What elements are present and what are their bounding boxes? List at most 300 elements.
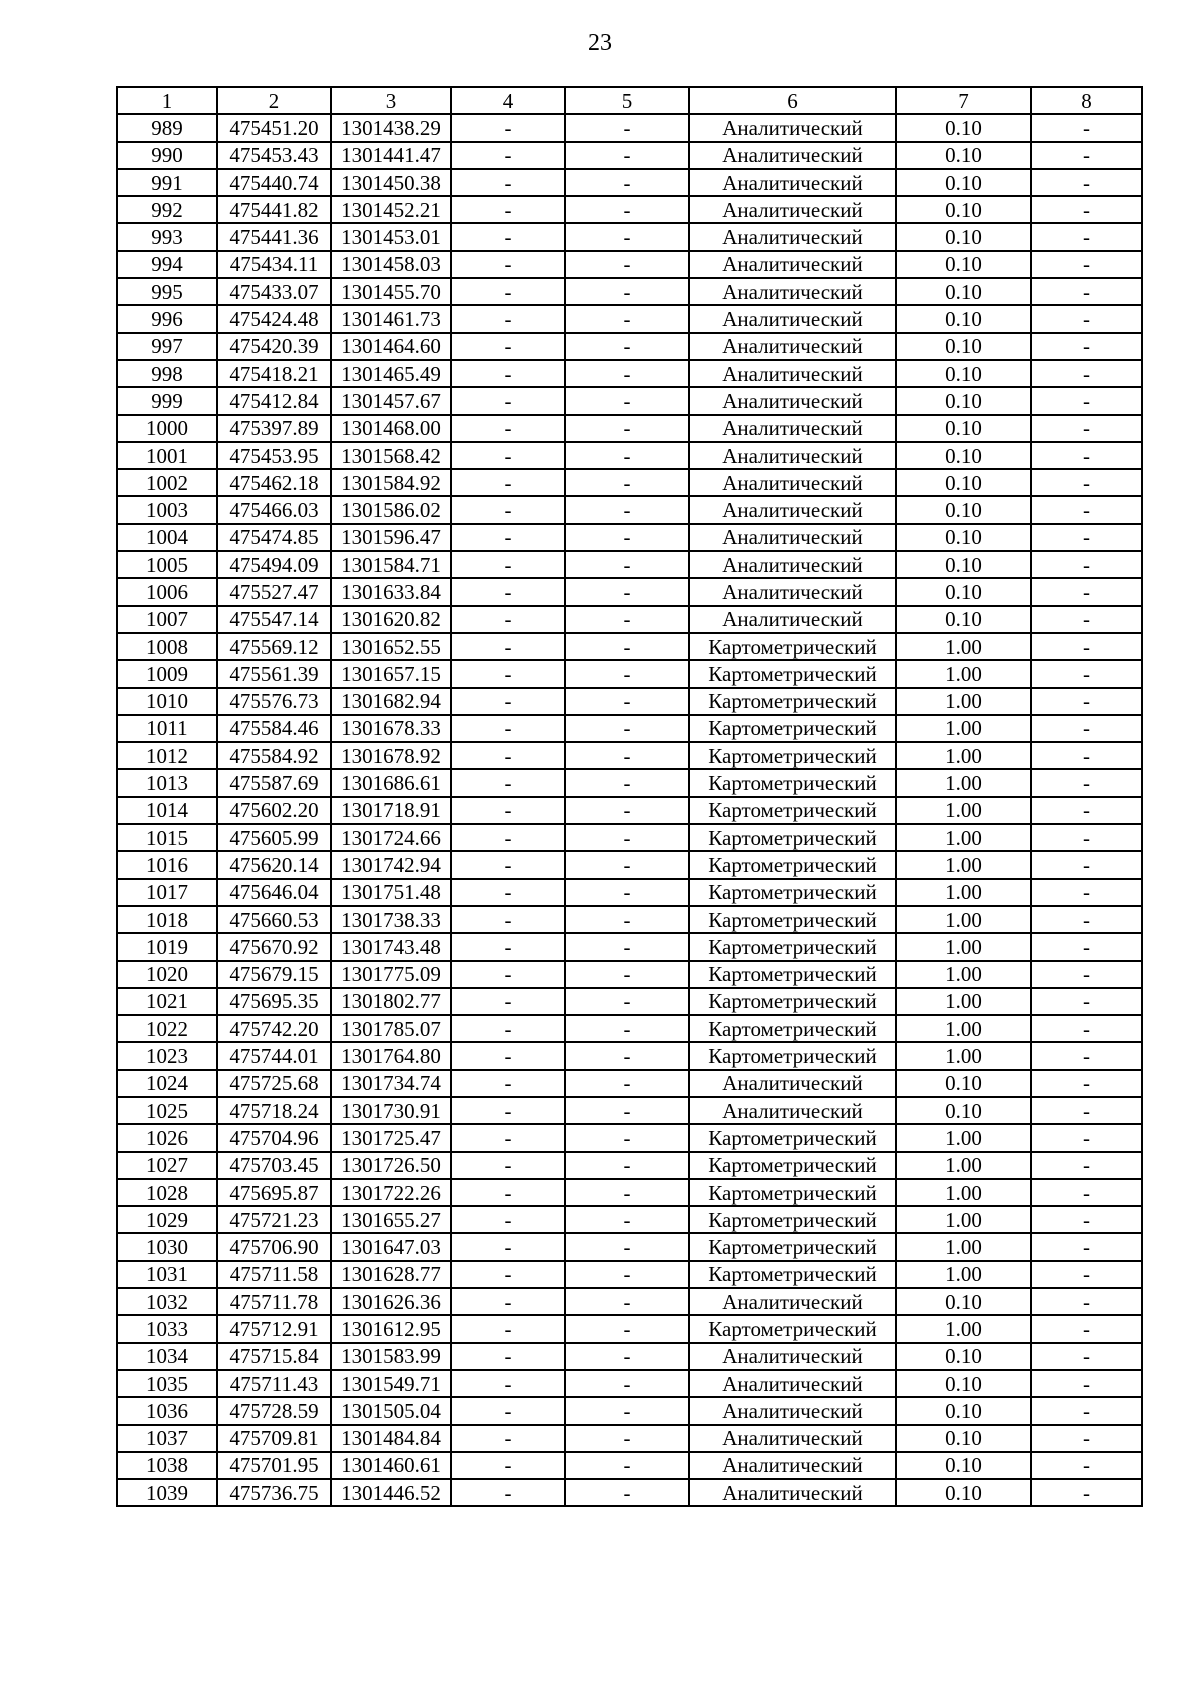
method-cell: Картометрический [689,1206,896,1233]
column-5-cell: - [565,551,689,578]
y-coordinate-cell: 1301751.48 [331,879,451,906]
table-row [117,688,1142,715]
accuracy-cell: 0.10 [896,1343,1031,1370]
y-coordinate-cell: 1301626.36 [331,1288,451,1315]
y-coordinate-cell: 1301484.84 [331,1425,451,1452]
table-row [117,606,1142,633]
accuracy-cell: 0.10 [896,469,1031,496]
x-coordinate-cell: 475709.81 [217,1425,331,1452]
table-row [117,1370,1142,1397]
y-coordinate-cell: 1301775.09 [331,961,451,988]
x-coordinate-cell: 475434.11 [217,251,331,278]
point-number-cell: 1000 [117,415,217,442]
method-cell: Картометрический [689,1315,896,1342]
method-cell: Аналитический [689,169,896,196]
column-8-cell: - [1031,251,1142,278]
method-cell: Аналитический [689,387,896,414]
accuracy-cell: 0.10 [896,1425,1031,1452]
column-header: 5 [565,87,689,114]
column-5-cell: - [565,1042,689,1069]
accuracy-cell: 1.00 [896,1015,1031,1042]
column-5-cell: - [565,1206,689,1233]
method-cell: Аналитический [689,305,896,332]
point-number-cell: 1003 [117,496,217,523]
column-5-cell: - [565,1343,689,1370]
accuracy-cell: 0.10 [896,578,1031,605]
point-number-cell: 1022 [117,1015,217,1042]
point-number-cell: 1027 [117,1152,217,1179]
y-coordinate-cell: 1301549.71 [331,1370,451,1397]
x-coordinate-cell: 475711.58 [217,1261,331,1288]
column-4-cell: - [451,578,565,605]
y-coordinate-cell: 1301738.33 [331,906,451,933]
table-row [117,879,1142,906]
table-row [117,1042,1142,1069]
table-row [117,1479,1142,1506]
accuracy-cell: 0.10 [896,305,1031,332]
point-number-cell: 1025 [117,1097,217,1124]
accuracy-cell: 0.10 [896,1479,1031,1506]
y-coordinate-cell: 1301678.33 [331,715,451,742]
method-cell: Аналитический [689,1097,896,1124]
column-8-cell: - [1031,988,1142,1015]
method-cell: Картометрический [689,797,896,824]
x-coordinate-cell: 475584.46 [217,715,331,742]
table-row [117,1452,1142,1479]
accuracy-cell: 0.10 [896,223,1031,250]
point-number-cell: 1012 [117,742,217,769]
column-5-cell: - [565,633,689,660]
x-coordinate-cell: 475718.24 [217,1097,331,1124]
x-coordinate-cell: 475584.92 [217,742,331,769]
x-coordinate-cell: 475547.14 [217,606,331,633]
accuracy-cell: 1.00 [896,988,1031,1015]
method-cell: Аналитический [689,278,896,305]
table-row [117,1097,1142,1124]
accuracy-cell: 0.10 [896,387,1031,414]
x-coordinate-cell: 475646.04 [217,879,331,906]
table-row [117,742,1142,769]
table-row [117,1179,1142,1206]
method-cell: Картометрический [689,906,896,933]
y-coordinate-cell: 1301461.73 [331,305,451,332]
column-5-cell: - [565,496,689,523]
x-coordinate-cell: 475695.87 [217,1179,331,1206]
point-number-cell: 1009 [117,660,217,687]
y-coordinate-cell: 1301652.55 [331,633,451,660]
column-4-cell: - [451,223,565,250]
accuracy-cell: 0.10 [896,142,1031,169]
accuracy-cell: 0.10 [896,251,1031,278]
point-number-cell: 1016 [117,851,217,878]
column-8-cell: - [1031,360,1142,387]
column-5-cell: - [565,1397,689,1424]
table-row [117,169,1142,196]
column-8-cell: - [1031,797,1142,824]
point-number-cell: 1037 [117,1425,217,1452]
y-coordinate-cell: 1301633.84 [331,578,451,605]
column-5-cell: - [565,1015,689,1042]
column-header: 6 [689,87,896,114]
table-row [117,496,1142,523]
column-5-cell: - [565,387,689,414]
column-5-cell: - [565,142,689,169]
column-5-cell: - [565,305,689,332]
method-cell: Аналитический [689,1397,896,1424]
column-5-cell: - [565,1124,689,1151]
table-row [117,387,1142,414]
table-row [117,1343,1142,1370]
method-cell: Картометрический [689,660,896,687]
point-number-cell: 1029 [117,1206,217,1233]
column-4-cell: - [451,688,565,715]
table-header [117,87,1142,114]
x-coordinate-cell: 475440.74 [217,169,331,196]
accuracy-cell: 0.10 [896,551,1031,578]
column-4-cell: - [451,606,565,633]
method-cell: Картометрический [689,851,896,878]
x-coordinate-cell: 475441.82 [217,196,331,223]
x-coordinate-cell: 475420.39 [217,333,331,360]
x-coordinate-cell: 475721.23 [217,1206,331,1233]
point-number-cell: 1035 [117,1370,217,1397]
point-number-cell: 997 [117,333,217,360]
point-number-cell: 1039 [117,1479,217,1506]
table-row [117,1070,1142,1097]
method-cell: Аналитический [689,442,896,469]
y-coordinate-cell: 1301718.91 [331,797,451,824]
table-row [117,851,1142,878]
point-number-cell: 1013 [117,769,217,796]
column-4-cell: - [451,387,565,414]
column-4-cell: - [451,1452,565,1479]
column-8-cell: - [1031,1370,1142,1397]
point-number-cell: 1031 [117,1261,217,1288]
point-number-cell: 989 [117,114,217,141]
column-5-cell: - [565,797,689,824]
table-row [117,1015,1142,1042]
table-row [117,1206,1142,1233]
y-coordinate-cell: 1301586.02 [331,496,451,523]
column-4-cell: - [451,742,565,769]
column-4-cell: - [451,660,565,687]
column-8-cell: - [1031,1397,1142,1424]
column-8-cell: - [1031,1097,1142,1124]
table-row [117,1315,1142,1342]
column-8-cell: - [1031,1261,1142,1288]
column-5-cell: - [565,688,689,715]
column-4-cell: - [451,988,565,1015]
column-5-cell: - [565,1315,689,1342]
method-cell: Аналитический [689,578,896,605]
method-cell: Картометрический [689,688,896,715]
column-8-cell: - [1031,879,1142,906]
method-cell: Картометрический [689,879,896,906]
column-8-cell: - [1031,606,1142,633]
y-coordinate-cell: 1301457.67 [331,387,451,414]
point-number-cell: 1028 [117,1179,217,1206]
accuracy-cell: 1.00 [896,633,1031,660]
x-coordinate-cell: 475412.84 [217,387,331,414]
column-4-cell: - [451,169,565,196]
y-coordinate-cell: 1301725.47 [331,1124,451,1151]
point-number-cell: 1004 [117,524,217,551]
point-number-cell: 991 [117,169,217,196]
table-row [117,415,1142,442]
point-number-cell: 992 [117,196,217,223]
x-coordinate-cell: 475736.75 [217,1479,331,1506]
y-coordinate-cell: 1301568.42 [331,442,451,469]
accuracy-cell: 0.10 [896,333,1031,360]
column-4-cell: - [451,1315,565,1342]
accuracy-cell: 1.00 [896,769,1031,796]
column-4-cell: - [451,633,565,660]
column-8-cell: - [1031,578,1142,605]
column-5-cell: - [565,933,689,960]
accuracy-cell: 0.10 [896,114,1031,141]
table-row [117,223,1142,250]
table-row [117,961,1142,988]
x-coordinate-cell: 475742.20 [217,1015,331,1042]
column-8-cell: - [1031,1315,1142,1342]
point-number-cell: 1011 [117,715,217,742]
y-coordinate-cell: 1301441.47 [331,142,451,169]
accuracy-cell: 0.10 [896,1397,1031,1424]
accuracy-cell: 0.10 [896,278,1031,305]
method-cell: Аналитический [689,333,896,360]
point-number-cell: 999 [117,387,217,414]
method-cell: Аналитический [689,1425,896,1452]
table-row [117,797,1142,824]
method-cell: Аналитический [689,1288,896,1315]
column-8-cell: - [1031,1070,1142,1097]
column-4-cell: - [451,333,565,360]
y-coordinate-cell: 1301612.95 [331,1315,451,1342]
table-row [117,1233,1142,1260]
accuracy-cell: 0.10 [896,1288,1031,1315]
y-coordinate-cell: 1301620.82 [331,606,451,633]
accuracy-cell: 1.00 [896,715,1031,742]
point-number-cell: 1024 [117,1070,217,1097]
method-cell: Картометрический [689,933,896,960]
accuracy-cell: 0.10 [896,196,1031,223]
point-number-cell: 1023 [117,1042,217,1069]
x-coordinate-cell: 475494.09 [217,551,331,578]
table-row [117,660,1142,687]
table-row [117,551,1142,578]
method-cell: Картометрический [689,1042,896,1069]
table-row [117,333,1142,360]
column-8-cell: - [1031,142,1142,169]
column-4-cell: - [451,1206,565,1233]
y-coordinate-cell: 1301465.49 [331,360,451,387]
point-number-cell: 1008 [117,633,217,660]
column-5-cell: - [565,1097,689,1124]
table-row [117,142,1142,169]
column-8-cell: - [1031,305,1142,332]
column-header: 8 [1031,87,1142,114]
column-5-cell: - [565,251,689,278]
column-4-cell: - [451,906,565,933]
accuracy-cell: 0.10 [896,1370,1031,1397]
x-coordinate-cell: 475670.92 [217,933,331,960]
column-5-cell: - [565,442,689,469]
method-cell: Картометрический [689,1261,896,1288]
column-5-cell: - [565,1288,689,1315]
y-coordinate-cell: 1301743.48 [331,933,451,960]
point-number-cell: 1018 [117,906,217,933]
method-cell: Картометрический [689,1179,896,1206]
point-number-cell: 1001 [117,442,217,469]
column-4-cell: - [451,415,565,442]
y-coordinate-cell: 1301460.61 [331,1452,451,1479]
column-8-cell: - [1031,442,1142,469]
method-cell: Аналитический [689,1479,896,1506]
column-5-cell: - [565,1452,689,1479]
y-coordinate-cell: 1301596.47 [331,524,451,551]
point-number-cell: 1019 [117,933,217,960]
column-4-cell: - [451,1124,565,1151]
y-coordinate-cell: 1301583.99 [331,1343,451,1370]
column-5-cell: - [565,824,689,851]
x-coordinate-cell: 475466.03 [217,496,331,523]
point-number-cell: 998 [117,360,217,387]
column-4-cell: - [451,824,565,851]
table-row [117,442,1142,469]
column-8-cell: - [1031,1343,1142,1370]
column-8-cell: - [1031,469,1142,496]
point-number-cell: 996 [117,305,217,332]
table-row [117,1261,1142,1288]
y-coordinate-cell: 1301686.61 [331,769,451,796]
point-number-cell: 1026 [117,1124,217,1151]
column-4-cell: - [451,879,565,906]
y-coordinate-cell: 1301802.77 [331,988,451,1015]
accuracy-cell: 1.00 [896,824,1031,851]
column-header: 2 [217,87,331,114]
x-coordinate-cell: 475605.99 [217,824,331,851]
column-8-cell: - [1031,415,1142,442]
y-coordinate-cell: 1301722.26 [331,1179,451,1206]
accuracy-cell: 1.00 [896,851,1031,878]
x-coordinate-cell: 475474.85 [217,524,331,551]
x-coordinate-cell: 475712.91 [217,1315,331,1342]
table-row [117,988,1142,1015]
accuracy-cell: 0.10 [896,524,1031,551]
x-coordinate-cell: 475660.53 [217,906,331,933]
column-4-cell: - [451,1370,565,1397]
y-coordinate-cell: 1301734.74 [331,1070,451,1097]
y-coordinate-cell: 1301726.50 [331,1152,451,1179]
method-cell: Аналитический [689,196,896,223]
column-5-cell: - [565,715,689,742]
point-number-cell: 1030 [117,1233,217,1260]
page-number: 23 [588,30,612,56]
column-5-cell: - [565,1261,689,1288]
accuracy-cell: 1.00 [896,1233,1031,1260]
x-coordinate-cell: 475706.90 [217,1233,331,1260]
column-4-cell: - [451,142,565,169]
column-4-cell: - [451,933,565,960]
table-row [117,769,1142,796]
accuracy-cell: 1.00 [896,1315,1031,1342]
table-row [117,933,1142,960]
table-row [117,360,1142,387]
point-number-cell: 1014 [117,797,217,824]
point-number-cell: 993 [117,223,217,250]
column-4-cell: - [451,1042,565,1069]
accuracy-cell: 1.00 [896,1261,1031,1288]
column-8-cell: - [1031,688,1142,715]
y-coordinate-cell: 1301655.27 [331,1206,451,1233]
column-4-cell: - [451,1070,565,1097]
column-5-cell: - [565,660,689,687]
accuracy-cell: 1.00 [896,797,1031,824]
point-number-cell: 1015 [117,824,217,851]
column-5-cell: - [565,196,689,223]
column-4-cell: - [451,1097,565,1124]
column-5-cell: - [565,469,689,496]
table-row [117,114,1142,141]
column-8-cell: - [1031,1042,1142,1069]
column-5-cell: - [565,114,689,141]
point-number-cell: 1036 [117,1397,217,1424]
y-coordinate-cell: 1301764.80 [331,1042,451,1069]
column-8-cell: - [1031,660,1142,687]
column-4-cell: - [451,1288,565,1315]
column-5-cell: - [565,742,689,769]
accuracy-cell: 1.00 [896,961,1031,988]
table-row [117,1152,1142,1179]
point-number-cell: 995 [117,278,217,305]
column-8-cell: - [1031,496,1142,523]
method-cell: Аналитический [689,606,896,633]
method-cell: Аналитический [689,1070,896,1097]
column-4-cell: - [451,278,565,305]
table-row [117,251,1142,278]
column-5-cell: - [565,524,689,551]
y-coordinate-cell: 1301730.91 [331,1097,451,1124]
y-coordinate-cell: 1301657.15 [331,660,451,687]
column-8-cell: - [1031,278,1142,305]
point-number-cell: 1020 [117,961,217,988]
method-cell: Картометрический [689,715,896,742]
x-coordinate-cell: 475527.47 [217,578,331,605]
column-4-cell: - [451,1479,565,1506]
column-5-cell: - [565,1233,689,1260]
y-coordinate-cell: 1301455.70 [331,278,451,305]
point-number-cell: 1038 [117,1452,217,1479]
method-cell: Аналитический [689,223,896,250]
column-header: 4 [451,87,565,114]
header-row [117,87,1142,114]
method-cell: Картометрический [689,769,896,796]
y-coordinate-cell: 1301682.94 [331,688,451,715]
y-coordinate-cell: 1301458.03 [331,251,451,278]
column-4-cell: - [451,1233,565,1260]
accuracy-cell: 0.10 [896,442,1031,469]
point-number-cell: 1034 [117,1343,217,1370]
method-cell: Аналитический [689,251,896,278]
accuracy-cell: 1.00 [896,1152,1031,1179]
point-number-cell: 1010 [117,688,217,715]
column-5-cell: - [565,578,689,605]
y-coordinate-cell: 1301438.29 [331,114,451,141]
x-coordinate-cell: 475587.69 [217,769,331,796]
method-cell: Аналитический [689,1452,896,1479]
column-8-cell: - [1031,1015,1142,1042]
table-row [117,1397,1142,1424]
